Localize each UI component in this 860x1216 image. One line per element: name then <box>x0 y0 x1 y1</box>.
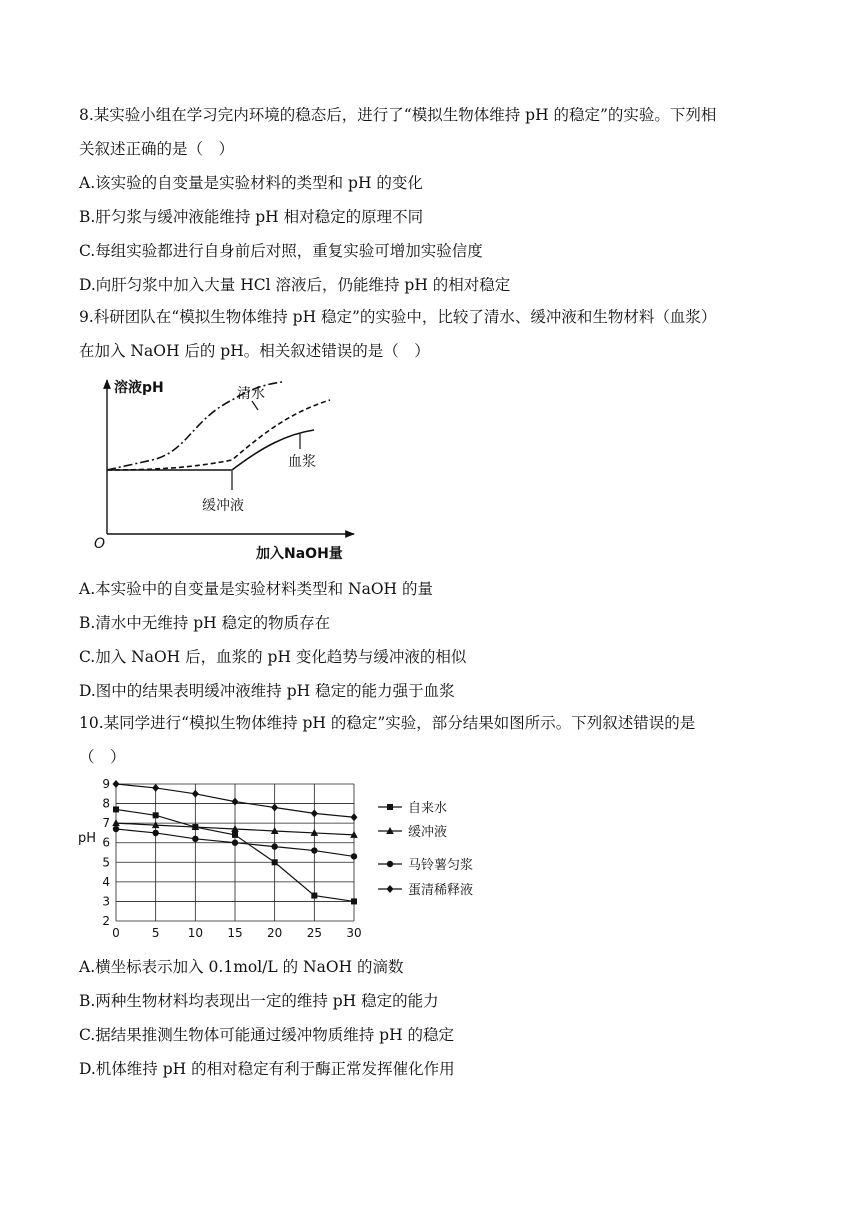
data-point <box>232 798 239 806</box>
series-xuejiang-line <box>107 430 314 470</box>
label-xuejiang: 血浆 <box>288 454 316 470</box>
q8-stem-line2: 关叙述正确的是（ ） <box>79 140 235 158</box>
legend-marker <box>387 885 394 893</box>
data-point <box>152 784 159 792</box>
data-point <box>153 812 159 818</box>
q10-chart <box>76 776 506 946</box>
q10-option-a: A.横坐标表示加入 0.1mol/L 的 NaOH 的滴数 <box>79 958 404 976</box>
data-point <box>232 840 238 846</box>
x-tick-label: 20 <box>267 926 283 940</box>
x-tick-label: 15 <box>227 926 243 940</box>
legend-marker <box>387 804 393 810</box>
data-point <box>113 806 119 812</box>
data-point <box>311 809 318 817</box>
data-point <box>152 830 158 836</box>
q10-stem-line2: （ ） <box>79 748 126 766</box>
data-point <box>232 832 238 838</box>
data-point <box>271 803 278 811</box>
y-tick-label: 4 <box>102 874 110 889</box>
x-tick-label: 0 <box>112 926 120 940</box>
x-tick-label: 5 <box>151 926 160 940</box>
data-point <box>351 813 358 821</box>
data-point <box>192 790 199 798</box>
q10-option-c: C.据结果推测生物体可能通过缓冲物质维持 pH 的稳定 <box>79 1026 455 1044</box>
q9-stem-line2: 在加入 NaOH 后的 pH。相关叙述错误的是（ ） <box>79 342 430 360</box>
y-tick-label: 6 <box>102 835 110 850</box>
q8-option-d: D.向肝匀浆中加入大量 HCl 溶液后，仍能维持 pH 的相对稳定 <box>79 276 511 294</box>
y-tick-label: 3 <box>102 894 110 909</box>
data-point <box>351 853 357 859</box>
legend-label: 自来水 <box>408 801 448 816</box>
q10-stem-line1: 10.某同学进行“模拟生物体维持 pH 的稳定”实验，部分结果如图所示。下列叙述错误的是 <box>79 714 696 732</box>
y-tick-label: 9 <box>102 777 110 791</box>
legend-marker <box>387 861 393 867</box>
x-tick-label: 10 <box>187 926 203 940</box>
x-axis-label: 加入NaOH量 <box>256 546 343 562</box>
label-qingshui: 清水 <box>237 386 265 402</box>
q9-option-a: A.本实验中的自变量是实验材料类型和 NaOH 的量 <box>79 580 434 598</box>
q8-stem-line1: 8.某实验小组在学习完内环境的稳态后，进行了“模拟生物体维持 pH 的稳定”的实验。下列相 <box>79 106 717 124</box>
x-tick-label: 25 <box>306 926 322 940</box>
q9-option-b: B.清水中无维持 pH 稳定的物质存在 <box>79 614 331 632</box>
q9-option-d: D.图中的结果表明缓冲液维持 pH 稳定的能力强于血浆 <box>79 682 455 700</box>
data-point <box>271 843 277 849</box>
data-point <box>113 780 120 788</box>
q8-option-b: B.肝匀浆与缓冲液能维持 pH 相对稳定的原理不同 <box>79 208 424 226</box>
data-point <box>351 898 357 904</box>
data-point <box>112 819 120 826</box>
data-point <box>192 836 198 842</box>
y-axis-label: 溶液pH <box>114 380 164 396</box>
y-axis-label: pH <box>78 831 97 846</box>
y-tick-label: 7 <box>102 816 110 831</box>
origin-label: O <box>94 536 106 552</box>
q10-option-b: B.两种生物材料均表现出一定的维持 pH 稳定的能力 <box>79 992 439 1010</box>
legend-label: 缓冲液 <box>408 825 448 840</box>
q8-option-c: C.每组实验都进行自身前后对照，重复实验可增加实验信度 <box>79 242 483 260</box>
q9-stem-line1: 9.科研团队在“模拟生物体维持 pH 稳定”的实验中，比较了清水、缓冲液和生物材料（血浆） <box>79 308 717 326</box>
x-tick-label: 30 <box>346 926 362 940</box>
y-tick-label: 5 <box>102 855 110 870</box>
legend-label: 蛋清稀释液 <box>408 883 474 898</box>
y-tick-label: 2 <box>102 914 110 928</box>
label-huanchongye: 缓冲液 <box>202 498 244 514</box>
q8-option-a: A.该实验的自变量是实验材料的类型和 pH 的变化 <box>79 174 423 192</box>
data-point <box>311 893 317 899</box>
q10-option-d: D.机体维持 pH 的相对稳定有利于酶正常发挥催化作用 <box>79 1060 455 1078</box>
data-point <box>272 859 278 865</box>
leader-qingshui <box>252 401 258 410</box>
legend-label: 马铃薯匀浆 <box>408 858 474 873</box>
data-point <box>113 826 119 832</box>
data-point <box>311 847 317 853</box>
q9-option-c: C.加入 NaOH 后，血浆的 pH 变化趋势与缓冲液的相似 <box>79 648 467 666</box>
q9-chart <box>92 372 362 572</box>
y-tick-label: 8 <box>102 796 110 811</box>
